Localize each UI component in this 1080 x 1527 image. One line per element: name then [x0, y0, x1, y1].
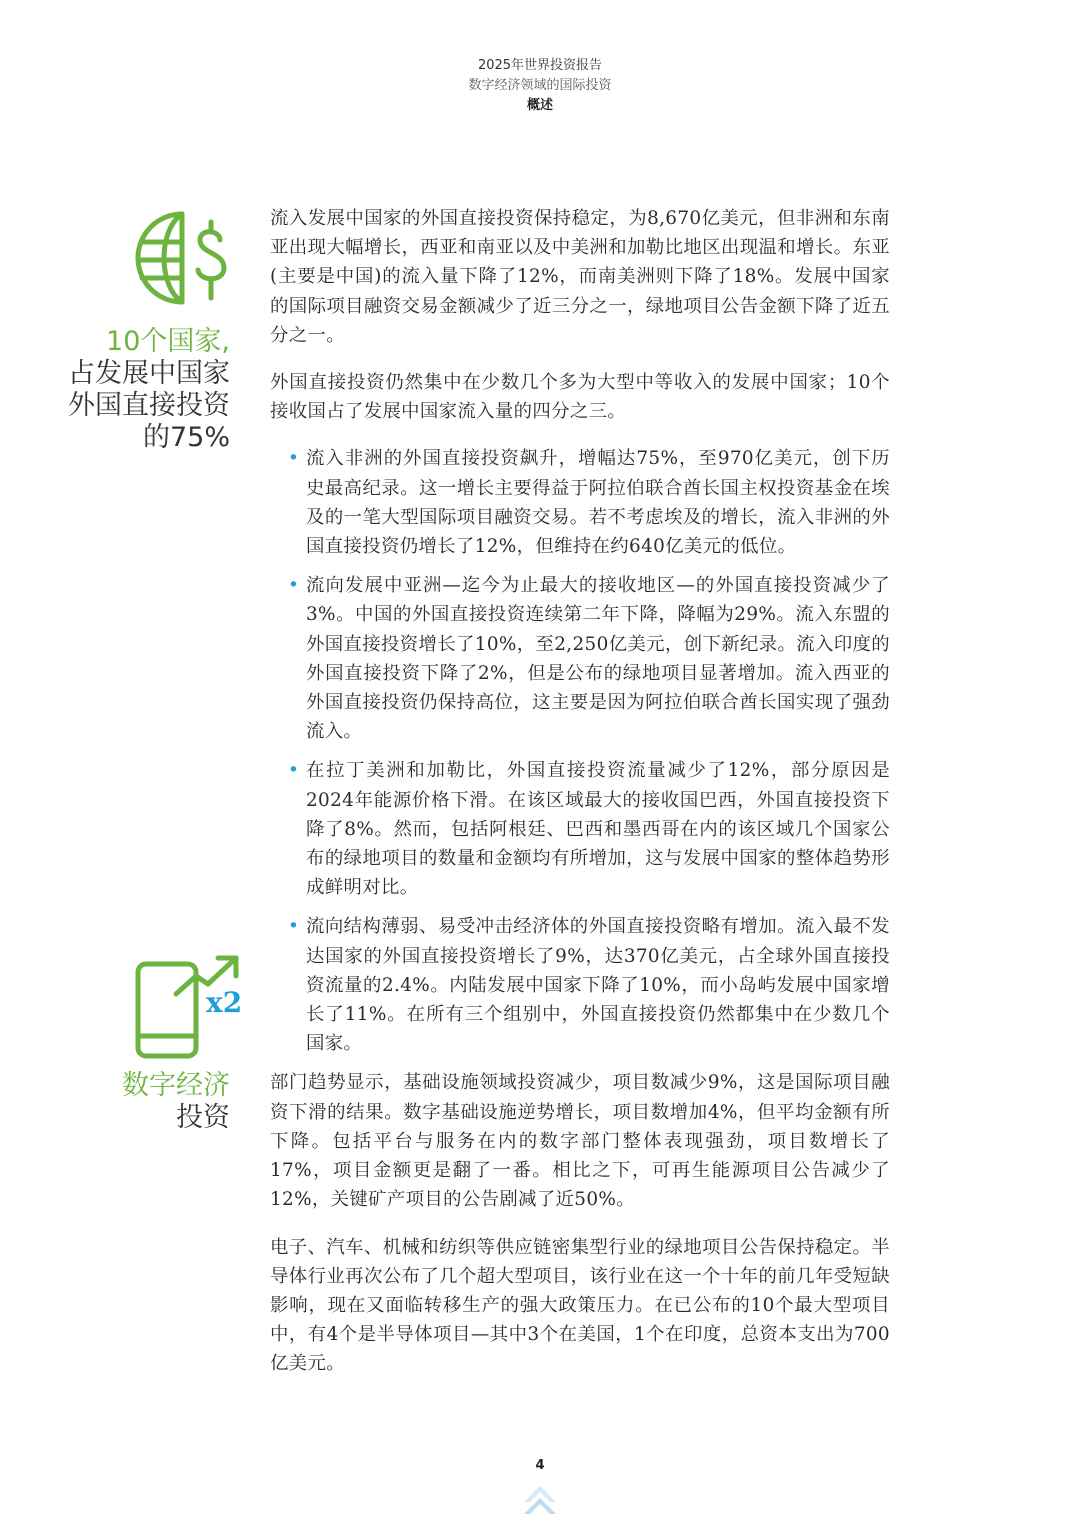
- list-item-text: 在拉丁美洲和加勒比，外国直接投资流量减少了12%，部分原因是2024年能源价格下滑。在该区域最大的接收国巴西，外国直接投资下降了8%。然而，包括阿根廷、巴西和墨西哥在内的该区域几个国家公布的绿地项目的数量和金额均有所增加，这与发展中国家的整体趋势形成鲜明对比。: [306, 760, 890, 899]
- report-subtitle: 数字经济领域的国际投资: [468, 78, 612, 93]
- globe-dollar-icon: [130, 208, 234, 308]
- callout-highlight: 数字经济: [122, 1070, 230, 1101]
- bullet-icon: •: [288, 916, 300, 938]
- page-number: 4: [535, 1458, 545, 1473]
- running-header: [0, 56, 1080, 116]
- bullet-icon: •: [288, 760, 300, 782]
- paragraph: 外国直接投资仍然集中在少数几个多为大型中等收入的发展中国家；10个接收国占了发展中国家流入量的四分之三。: [270, 372, 890, 423]
- bullet-icon: •: [288, 448, 300, 470]
- bullet-list: [270, 444, 890, 1058]
- list-item-text: 流向发展中亚洲—迄今为止最大的接收地区—的外国直接投资减少了3%。中国的外国直接投资连续第二年下降，降幅为29%。流入东盟的外国直接投资增长了10%，至2,250亿美元，创下新纪录。流入印度的外国直接投资下降了2%，但是公布的绿地项目显著增加。流入西亚的外国直接投资仍保持高位，这主要是因为阿拉伯联合酋长国实现了强劲流入。: [306, 575, 890, 743]
- section-title: 概述: [526, 98, 553, 113]
- report-title: 2025年世界投资报告: [477, 58, 603, 73]
- callout-line: 投资: [176, 1102, 230, 1133]
- list-item: [288, 912, 890, 1058]
- main-text: [270, 204, 890, 1397]
- callout-ten-countries: [68, 326, 230, 454]
- growth-badge: x2: [206, 986, 243, 1019]
- list-item: [288, 756, 890, 902]
- callout-highlight: 10个国家,: [106, 326, 230, 357]
- list-item-text: 流入非洲的外国直接投资飙升，增幅达75%，至970亿美元，创下历史最高纪录。这一增长主要得益于阿拉伯联合酋长国主权投资基金在埃及的一笔大型国际项目融资交易。若不考虑埃及的增长，流入非洲的外国直接投资仍增长了12%，但维持在约640亿美元的低位。: [306, 448, 890, 558]
- bullet-icon: •: [288, 575, 300, 597]
- callout-digital-investment: [122, 1070, 230, 1134]
- list-item-text: 流向结构薄弱、易受冲击经济体的外国直接投资略有增加。流入最不发达国家的外国直接投资增长了9%，达370亿美元，占全球外国直接投资流量的2.4%。内陆发展中国家下降了10%，而小岛屿发展中国家增长了11%。在所有三个组别中，外国直接投资仍然都集中在少数几个国家。: [306, 916, 890, 1055]
- callout-line: 的75%: [142, 422, 230, 453]
- paragraph: 流入发展中国家的外国直接投资保持稳定，为8,670亿美元，但非洲和东南亚出现大幅增长，西亚和南亚以及中美洲和加勒比地区出现温和增长。东亚(主要是中国)的流入量下降了12%，而南美洲则下降了18%。发展中国家的国际项目融资交易金额减少了近三分之一，绿地项目公告金额下降了近五分之一。: [270, 208, 890, 346]
- callout-line: 外国直接投资: [68, 390, 230, 421]
- list-item: [288, 444, 890, 561]
- chevron-up-icon[interactable]: [522, 1484, 558, 1518]
- callout-line: 占发展中国家: [68, 358, 230, 389]
- paragraph: 电子、汽车、机械和纺织等供应链密集型行业的绿地项目公告保持稳定。半导体行业再次公布了几个超大型项目，该行业在这一个十年的前几年受短缺影响，现在又面临转移生产的强大政策压力。在已公布的10个最大型项目中，有4个是半导体项目—其中3个在美国，1个在印度，总资本支出为700亿美元。: [270, 1236, 890, 1375]
- list-item: [288, 571, 890, 746]
- phone-growth-icon: [132, 950, 244, 1062]
- paragraph: 部门趋势显示，基础设施领域投资减少，项目数减少9%，这是国际项目融资下滑的结果。数字基础设施逆势增长，项目数增加4%，但平均金额有所下降。包括平台与服务在内的数字部门整体表现强劲，项目数增长了17%，项目金额更是翻了一番。相比之下，可再生能源项目公告减少了12%，关键矿产项目的公告剧减了近50%。: [270, 1072, 890, 1211]
